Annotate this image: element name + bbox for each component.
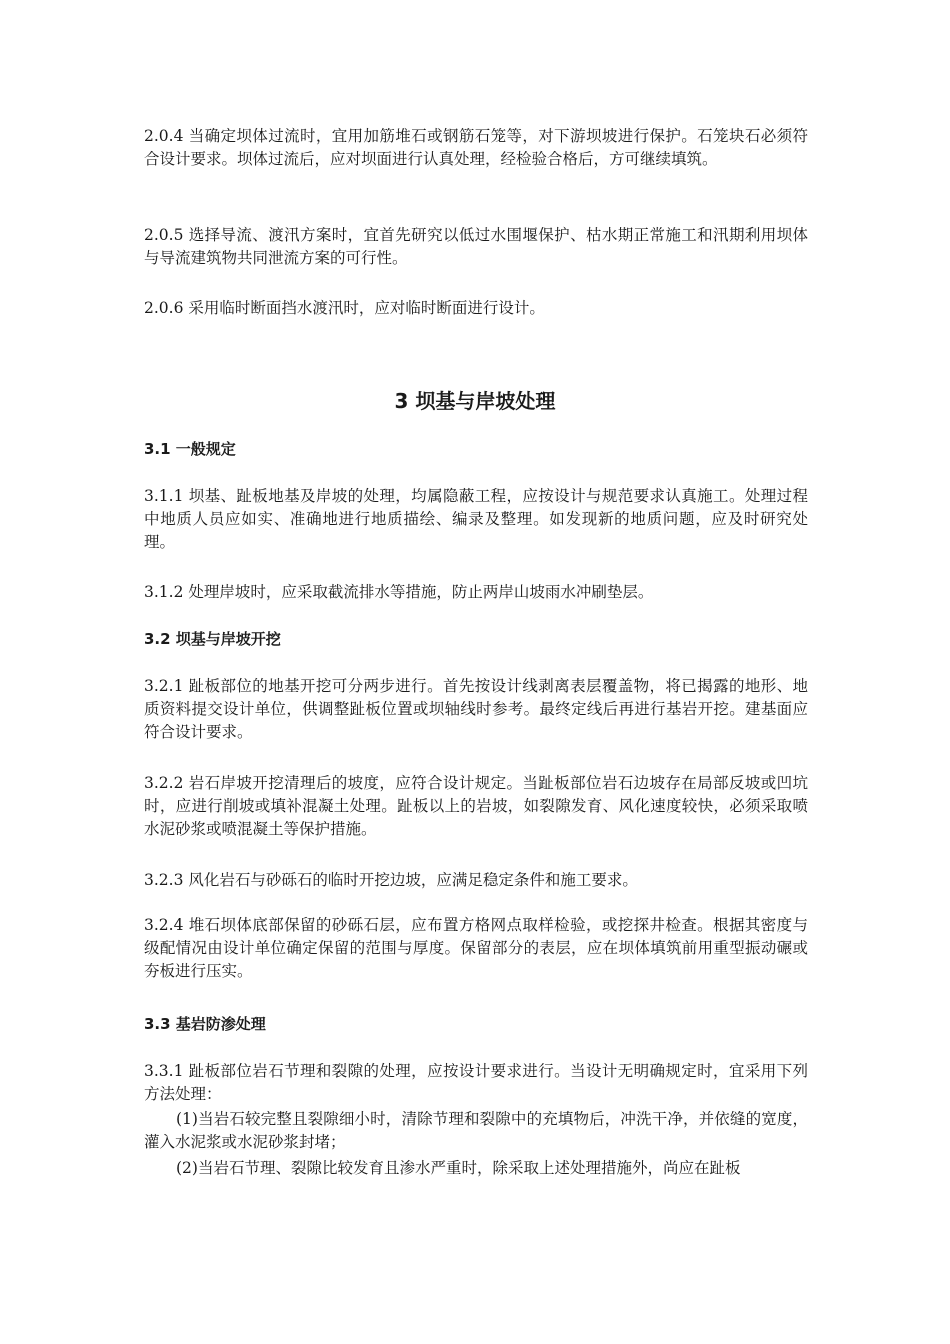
- paragraph-2-0-5: 2.0.5 选择导流、渡汛方案时，宜首先研究以低过水围堰保护、枯水期正常施工和汛期利用坝体与导流建筑物共同泄流方案的可行性。: [144, 226, 808, 267]
- paragraph-2-0-6: 2.0.6 采用临时断面挡水渡汛时，应对临时断面进行设计。: [144, 299, 545, 317]
- paragraph-3-2-4: 3.2.4 堆石坝体底部保留的砂砾石层，应布置方格网点取样检验，或挖探井检查。根据其密度与级配情况由设计单位确定保留的范围与厚度。保留部分的表层，应在坝体填筑前用重型振动碾或夯板进行压实。: [144, 916, 808, 980]
- section-heading-3-3: 3.3 基岩防渗处理: [144, 1015, 266, 1033]
- paragraph-2-0-4: 2.0.4 当确定坝体过流时，宜用加筋堆石或钢筋石笼等，对下游坝坡进行保护。石笼块石必须符合设计要求。坝体过流后，应对坝面进行认真处理，经检验合格后，方可继续填筑。: [144, 127, 808, 168]
- section-heading-3-2: 3.2 坝基与岸坡开挖: [144, 630, 281, 648]
- list-item-3-3-1-1: (1)当岩石较完整且裂隙细小时，清除节理和裂隙中的充填物后，冲洗干净，并依缝的宽度，灌入水泥浆或水泥砂浆封堵；: [144, 1110, 808, 1151]
- paragraph-3-2-1: 3.2.1 趾板部位的地基开挖可分两步进行。首先按设计线剥离表层覆盖物，将已揭露的地形、地质资料提交设计单位，供调整趾板位置或坝轴线时参考。最终定线后再进行基岩开挖。建基面应符合设计要求。: [144, 677, 808, 741]
- paragraph-3-2-2: 3.2.2 岩石岸坡开挖清理后的坡度，应符合设计规定。当趾板部位岩石边坡存在局部反坡或凹坑时，应进行削坡或填补混凝土处理。趾板以上的岩坡，如裂隙发育、风化速度较快，必须采取喷水泥砂浆或喷混凝土等保护措施。: [144, 774, 808, 838]
- chapter-title: 3 坝基与岸坡处理: [394, 389, 556, 413]
- section-heading-3-1: 3.1 一般规定: [144, 440, 236, 458]
- paragraph-3-3-1: 3.3.1 趾板部位岩石节理和裂隙的处理，应按设计要求进行。当设计无明确规定时，宜采用下列方法处理：: [144, 1062, 808, 1103]
- paragraph-3-1-1: 3.1.1 坝基、趾板地基及岸坡的处理，均属隐蔽工程，应按设计与规范要求认真施工。处理过程中地质人员应如实、准确地进行地质描绘、编录及整理。如发现新的地质问题，应及时研究处理。: [144, 487, 808, 551]
- paragraph-3-1-2: 3.1.2 处理岸坡时，应采取截流排水等措施，防止两岸山坡雨水冲刷垫层。: [144, 583, 654, 601]
- list-item-3-3-1-2: (2)当岩石节理、裂隙比较发育且渗水严重时，除采取上述处理措施外，尚应在趾板: [176, 1159, 741, 1177]
- paragraph-3-2-3: 3.2.3 风化岩石与砂砾石的临时开挖边坡，应满足稳定条件和施工要求。: [144, 871, 638, 889]
